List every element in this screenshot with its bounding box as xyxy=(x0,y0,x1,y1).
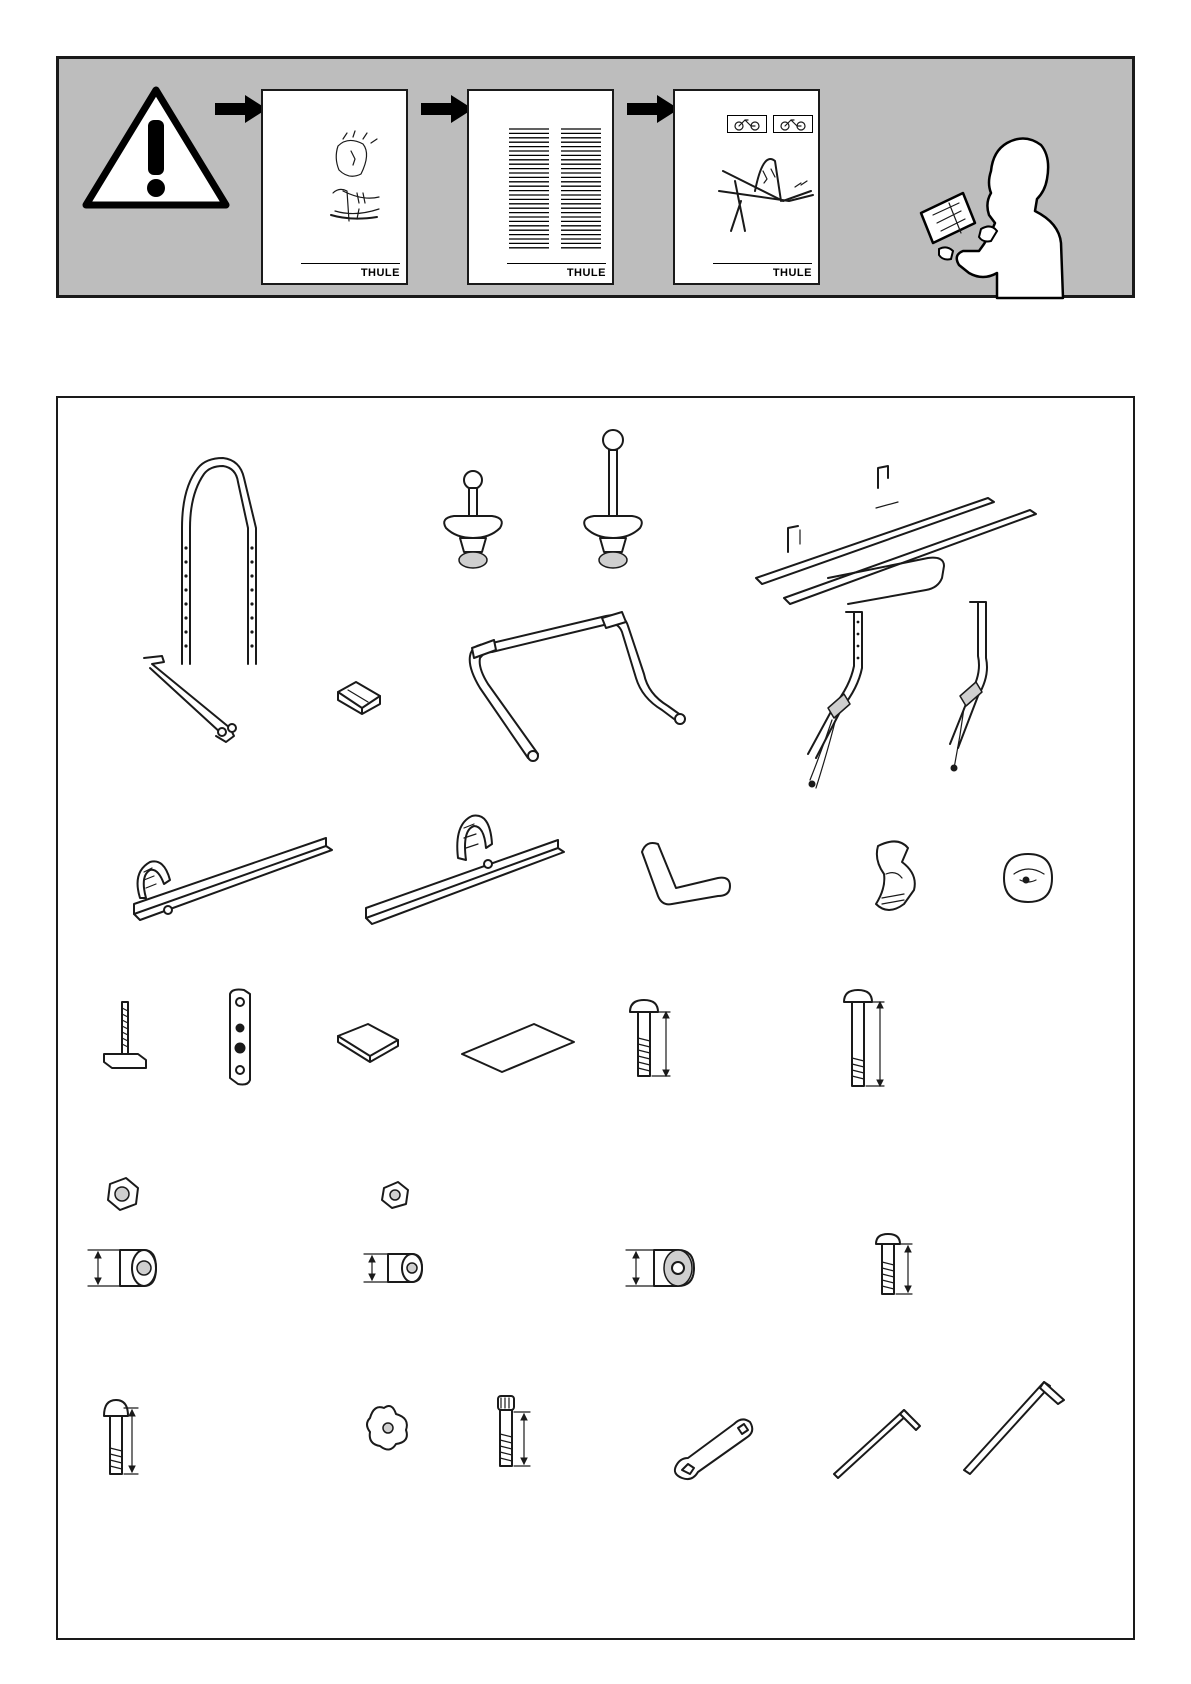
warning-triangle-icon xyxy=(81,85,231,215)
long-bolt-with-length xyxy=(838,988,898,1098)
main-frame-hoop xyxy=(178,458,278,668)
parts-list-panel xyxy=(56,396,1135,1640)
bike-carrier-sketch xyxy=(715,151,815,251)
bicycle-icon xyxy=(773,115,813,133)
instruction-banner xyxy=(56,56,1135,298)
socket-head-bolt-with-length xyxy=(490,1394,550,1474)
mounting-knob xyxy=(868,838,928,918)
frame-hole xyxy=(184,588,187,591)
brand-logo: THULE xyxy=(772,267,812,279)
frame-hole xyxy=(250,574,253,577)
small-nut xyxy=(378,1178,412,1212)
t-bolt xyxy=(98,998,158,1078)
spacer-medium xyxy=(362,1242,432,1294)
frame-hole xyxy=(184,602,187,605)
adhesive-strip xyxy=(458,1018,578,1078)
short-bolt-with-length xyxy=(624,998,684,1088)
frame-hole xyxy=(184,574,187,577)
brand-logo: THULE xyxy=(360,267,400,279)
arm-hole xyxy=(857,621,860,624)
wheel-rail-assembly xyxy=(748,448,1048,608)
frame-hole xyxy=(250,546,253,549)
support-strut xyxy=(140,648,250,748)
large-hex-key xyxy=(958,1372,1078,1482)
frame-hole xyxy=(250,602,253,605)
right-arrow-icon xyxy=(421,95,473,123)
frame-hole xyxy=(250,644,253,647)
brand-logo: THULE xyxy=(566,267,606,279)
frame-hole xyxy=(184,546,187,549)
large-nut xyxy=(102,1174,142,1214)
manual-page-1 xyxy=(261,89,408,285)
rubber-pad xyxy=(334,678,384,718)
frame-hole xyxy=(184,560,187,563)
right-arrow-icon xyxy=(215,95,267,123)
arm-hole xyxy=(857,645,860,648)
crank-handle xyxy=(638,838,738,908)
wheel-tray-left xyxy=(126,818,346,928)
lower-frame-bar xyxy=(458,598,708,768)
frame-hole xyxy=(250,560,253,563)
carriage-bolt-with-length xyxy=(100,1398,160,1478)
frame-hole xyxy=(184,630,187,633)
small-bolt-with-length xyxy=(870,1232,930,1302)
spacer-large xyxy=(86,1238,166,1298)
star-knob xyxy=(360,1398,420,1458)
wrench-tool xyxy=(668,1414,758,1484)
frame-hole xyxy=(250,616,253,619)
bracket-plate xyxy=(222,988,262,1088)
end-cap xyxy=(998,848,1058,908)
arm-hole xyxy=(857,633,860,636)
page-rule xyxy=(713,263,812,264)
small-hex-key xyxy=(828,1398,938,1488)
frame-hole xyxy=(250,630,253,633)
bike-rack-sketch xyxy=(323,131,393,241)
page-rule xyxy=(301,263,400,264)
square-pad xyxy=(334,1018,404,1068)
frame-hole xyxy=(184,616,187,619)
page-rule xyxy=(507,263,606,264)
long-wheel-clamp xyxy=(578,428,648,578)
arm-hole xyxy=(857,657,860,660)
short-wheel-clamp xyxy=(438,468,508,578)
frame-hole xyxy=(250,588,253,591)
right-arrow-icon xyxy=(627,95,679,123)
spacer-wide xyxy=(624,1238,704,1298)
manual-page-3 xyxy=(673,89,820,285)
person-reading-manual-icon xyxy=(919,123,1119,298)
manual-page-2 xyxy=(467,89,614,285)
arm-with-strap-right xyxy=(938,598,1018,788)
bicycle-icon xyxy=(727,115,767,133)
wheel-tray-right xyxy=(358,798,578,928)
arm-with-strap-left xyxy=(798,608,878,798)
text-columns-sketch xyxy=(509,129,609,259)
